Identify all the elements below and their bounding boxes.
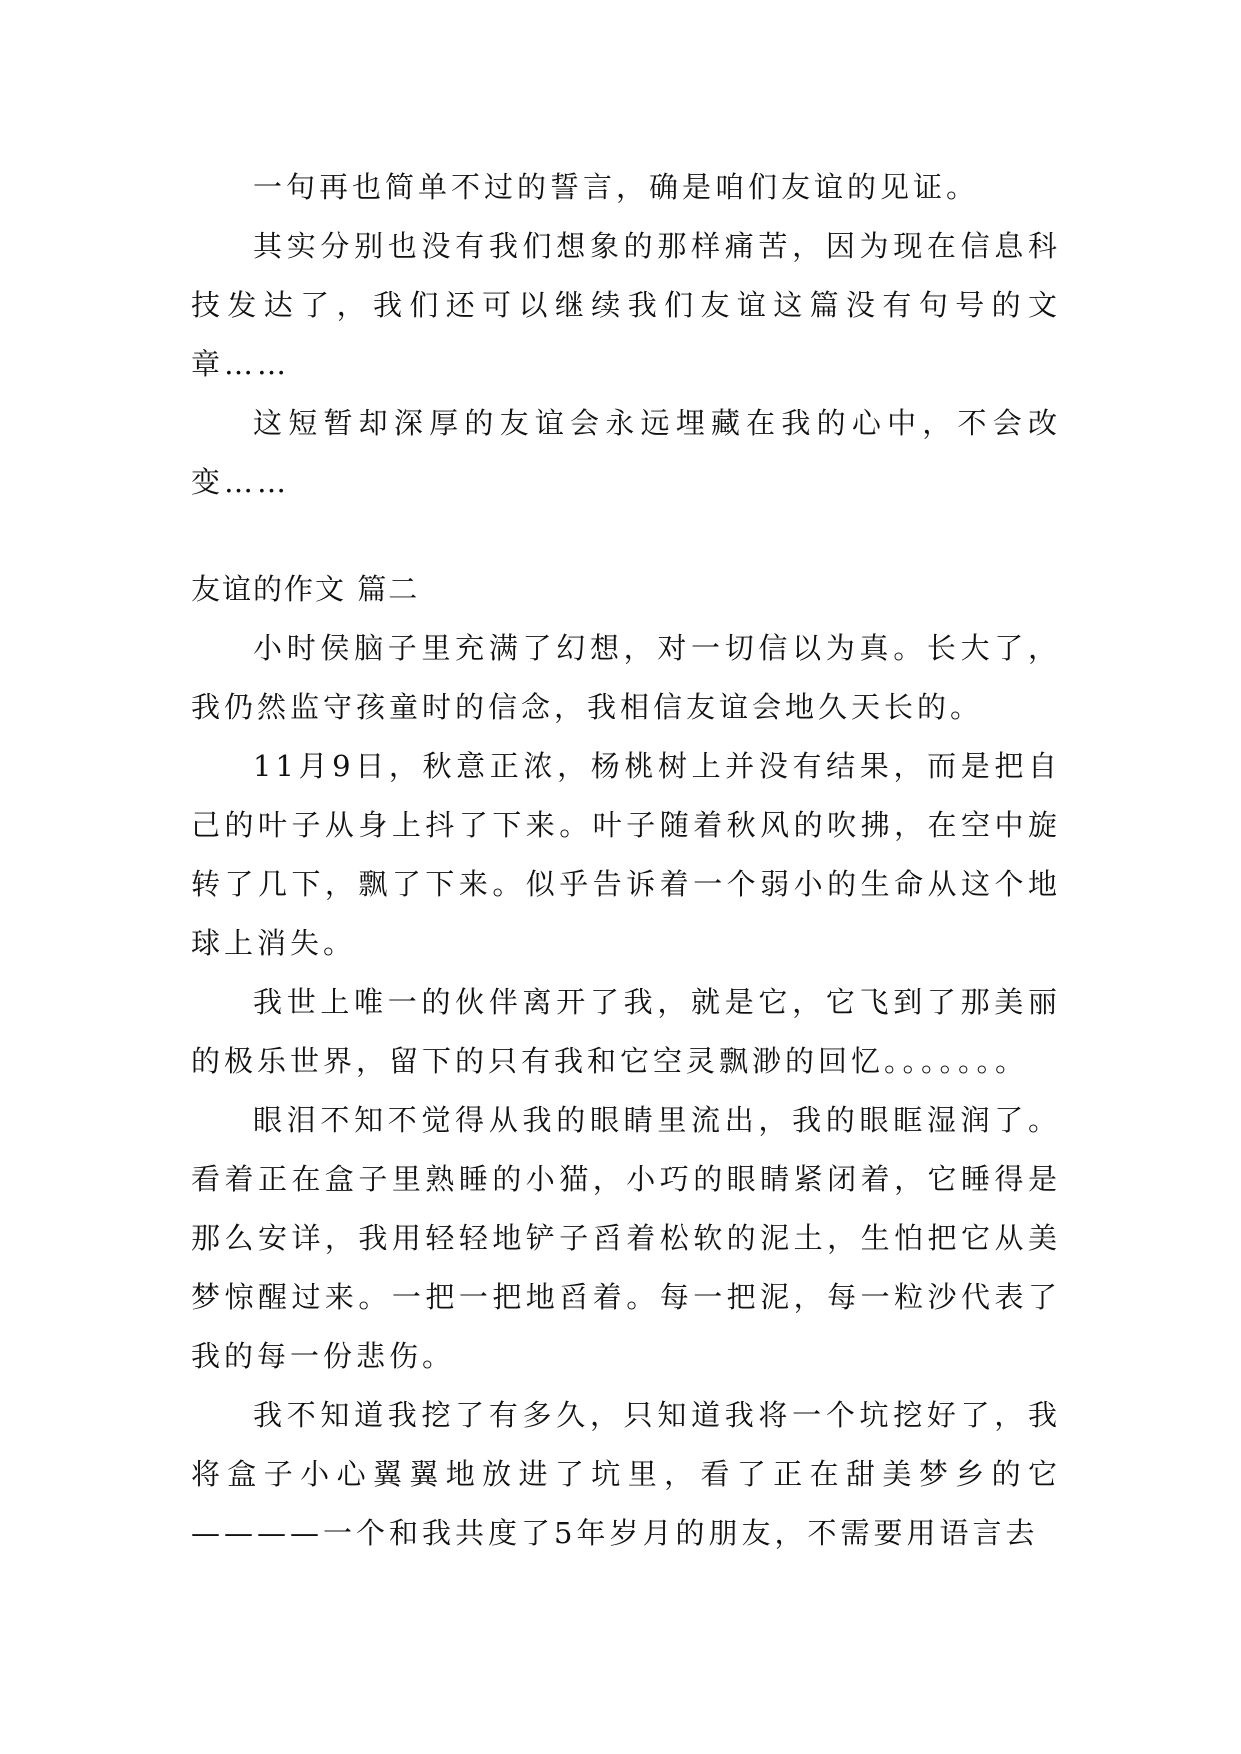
paragraph: 我不知道我挖了有多久，只知道我将一个坑挖好了，我将盒子小心翼翼地放进了坑里，看了正在甜美梦乡的它————一个和我共度了5年岁月的朋友，不需要用语言去 (191, 1398, 1061, 1550)
paragraph: 11月9日，秋意正浓，杨桃树上并没有结果，而是把自己的叶子从身上抖了下来。叶子随着秋风的吹拂，在空中旋转了几下，飘了下来。似乎告诉着一个弱小的生命从这个地球上消失。 (191, 749, 1061, 960)
document-body (191, 158, 1061, 1563)
paragraph: 眼泪不知不觉得从我的眼睛里流出，我的眼眶湿润了。看着正在盒子里熟睡的小猫，小巧的眼睛紧闭着，它睡得是那么安详，我用轻轻地铲子舀着松软的泥土，生怕把它从美梦惊醒过来。一把一把地舀着。每一把泥，每一粒沙代表了我的每一份悲伤。 (191, 1103, 1061, 1373)
paragraph: 其实分别也没有我们想象的那样痛苦，因为现在信息科技发达了，我们还可以继续我们友谊这篇没有句号的文章…… (191, 229, 1061, 381)
paragraph: 小时侯脑子里充满了幻想，对一切信以为真。长大了，我仍然监守孩童时的信念，我相信友谊会地久天长的。 (191, 631, 1061, 724)
paragraph: 这短暂却深厚的友谊会永远埋藏在我的心中，不会改变…… (191, 406, 1061, 499)
paragraph: 我世上唯一的伙伴离开了我，就是它，它飞到了那美丽的极乐世界，留下的只有我和它空灵飘渺的回忆。。。。。。。 (191, 985, 1061, 1078)
paragraph: 一句再也简单不过的誓言，确是咱们友谊的见证。 (253, 170, 980, 204)
section-heading: 友谊的作文 篇二 (191, 572, 420, 606)
